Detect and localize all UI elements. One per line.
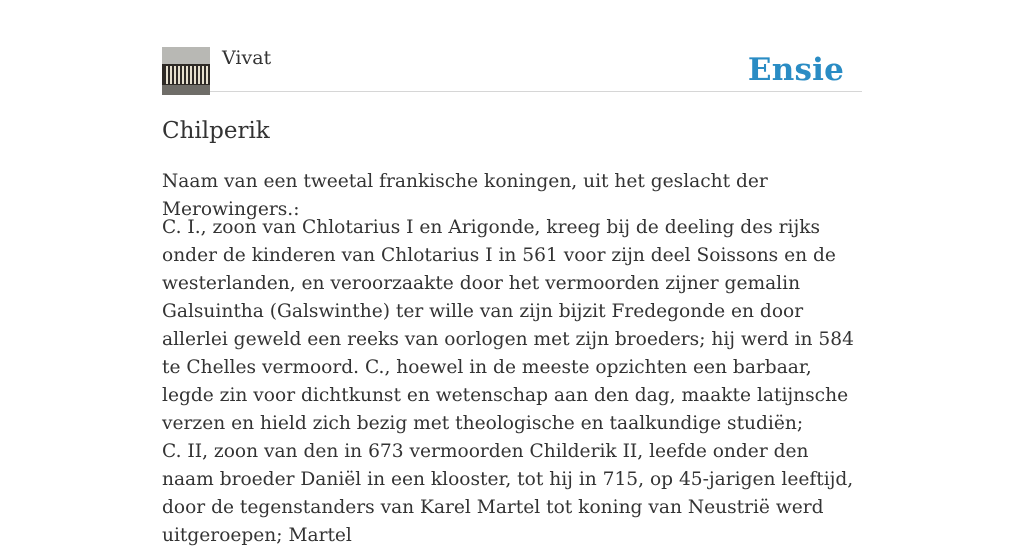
author-name[interactable]: Vivat xyxy=(222,47,272,69)
article-paragraph: C. II, zoon van den in 673 vermoorden Childerik II, leefde onder den naam broeder Daniël in een klooster, tot hij in 715, op 45-jarigen leeftijd, door de tegenstanders van Karel Martel tot koning van Neustrië werd uitgeroepen; Martel xyxy=(162,441,854,546)
article-body xyxy=(162,214,862,550)
site-header xyxy=(162,46,862,92)
article-intro: Naam van een tweetal frankische koningen, uit het geslacht der Merowingers.: xyxy=(162,171,768,220)
avatar-image xyxy=(162,47,210,95)
article-paragraph: C. I., zoon van Chlotarius I en Arigonde, kreeg bij de deeling des rijks onder de kinderen van Chlotarius I in 561 voor zijn deel Soissons en de westerlanden, en veroorzaakte door het vermoorden zijner gemalin Galsuintha (Galswinthe) ter wille van zijn bijzit Fredegonde en door allerlei geweld een reeks van oorlogen met zijn broeders; hij werd in 584 te Chelles vermoord. C., hoewel in de meeste opzichten een barbaar, legde zin voor dichtkunst en wetenschap aan den dag, maakte latijnsche verzen en hield zich bezig met theologische en taalkundige studiën; xyxy=(162,217,854,434)
brand-logo[interactable]: Ensie xyxy=(747,52,844,88)
avatar[interactable] xyxy=(162,47,210,95)
page-title: Chilperik xyxy=(162,118,270,144)
